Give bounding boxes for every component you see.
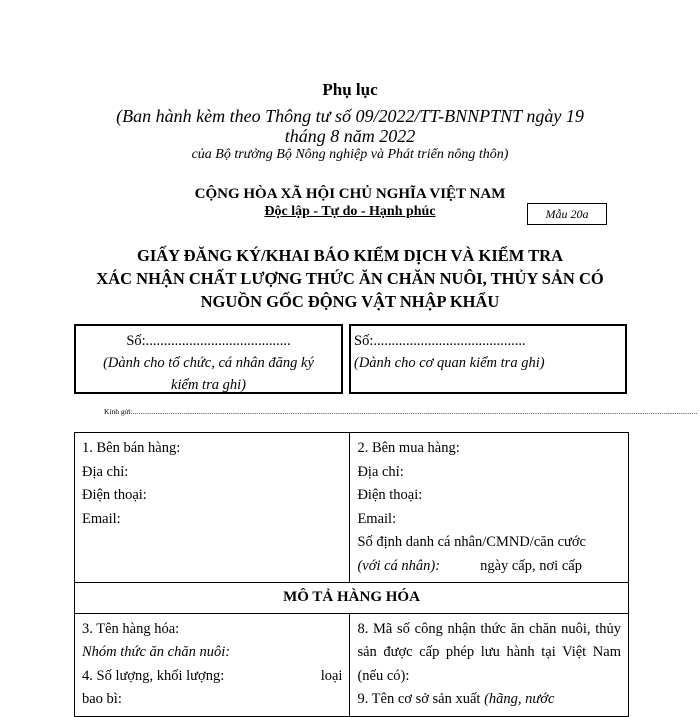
goods-right-cell — [350, 613, 629, 716]
appendix-title: Phụ lục — [322, 80, 378, 99]
appendix-subtitle-line2: tháng 8 năm 2022 — [284, 126, 416, 146]
motto-text: Độc lập - Tự do - Hạnh phúc — [264, 204, 436, 219]
section-header-row — [75, 583, 629, 614]
seller-cell — [75, 433, 350, 583]
declaration-table — [74, 432, 629, 717]
quantity-label: 4. Số lượng, khối lượng: — [82, 667, 225, 684]
buyer-address: Địa chỉ: — [357, 463, 404, 480]
goods-row — [75, 613, 629, 716]
buyer-id-line — [357, 555, 621, 579]
buyer-cell — [350, 433, 629, 583]
buyer-id-note: (với cá nhân): — [357, 557, 441, 574]
applicant-number-box — [74, 324, 343, 394]
packaging: bao bì: — [82, 691, 122, 707]
national-motto — [190, 204, 510, 220]
recipient-line: Kính gửi:............................................................................................................................................................................................................................................................................................................. — [104, 407, 698, 416]
authority-number: Số:.......................................... — [354, 333, 526, 349]
form-code-box: Mẫu 20a — [527, 203, 607, 225]
feed-group: Nhóm thức ăn chăn nuôi: — [82, 644, 231, 660]
buyer-title: 2. Bên mua hàng: — [357, 440, 460, 456]
goods-section-title: MÔ TẢ HÀNG HÓA — [75, 583, 629, 614]
national-title: CỘNG HÒA XÃ HỘI CHỦ NGHĨA VIỆT NAM — [194, 186, 506, 202]
goods-left-cell — [75, 613, 350, 716]
manufacturer-label: 9. Tên cơ sở sản xuất — [357, 691, 481, 707]
seller-address: Địa chỉ: — [82, 463, 129, 480]
form-title-line2: XÁC NHẬN CHẤT LƯỢNG THỨC ĂN CHĂN NUÔI, THỦY SẢN CÓ — [96, 269, 604, 288]
goods-name: 3. Tên hàng hóa: — [82, 620, 180, 637]
recognition-code: 8. Mã số công nhận thức ăn chăn nuôi, thủy sản được cấp phép lưu hành tại Việt Nam (nếu có): — [357, 620, 621, 684]
appendix-subtitle-line3: của Bộ trưởng Bộ Nông nghiệp và Phát triển nông thôn) — [191, 147, 509, 162]
authority-note: (Dành cho cơ quan kiểm tra ghi) — [354, 355, 545, 371]
seller-phone: Điện thoại: — [82, 487, 147, 503]
buyer-id: Số định danh cá nhân/CMND/căn cước — [357, 534, 586, 550]
applicant-number: Số:........................................ — [126, 333, 291, 349]
buyer-id-date: ngày cấp, nơi cấp — [480, 557, 582, 574]
manufacturer-line — [357, 688, 621, 712]
seller-title: 1. Bên bán hàng: — [82, 440, 181, 456]
authority-number-box — [349, 324, 627, 394]
buyer-email: Email: — [357, 510, 397, 527]
quantity-loai: loại — [320, 667, 343, 684]
buyer-phone: Điện thoại: — [357, 487, 423, 503]
form-title-line1: GIẤY ĐĂNG KÝ/KHAI BÁO KIỂM DỊCH VÀ KIỂM TRA — [137, 246, 563, 265]
quantity-line — [82, 665, 342, 689]
seller-email: Email: — [82, 510, 121, 527]
party-row — [75, 433, 629, 583]
form-title-line3: NGUỒN GỐC ĐỘNG VẬT NHẬP KHẨU — [200, 292, 500, 311]
applicant-note-line1: (Dành cho tổ chức, cá nhân đăng ký — [103, 355, 314, 371]
manufacturer-note: (hãng, nước — [484, 691, 555, 707]
applicant-note-line2: kiểm tra ghi) — [171, 377, 246, 393]
appendix-subtitle-line1: (Ban hành kèm theo Thông tư số 09/2022/TT-BNNPTNT ngày 19 — [116, 106, 584, 126]
